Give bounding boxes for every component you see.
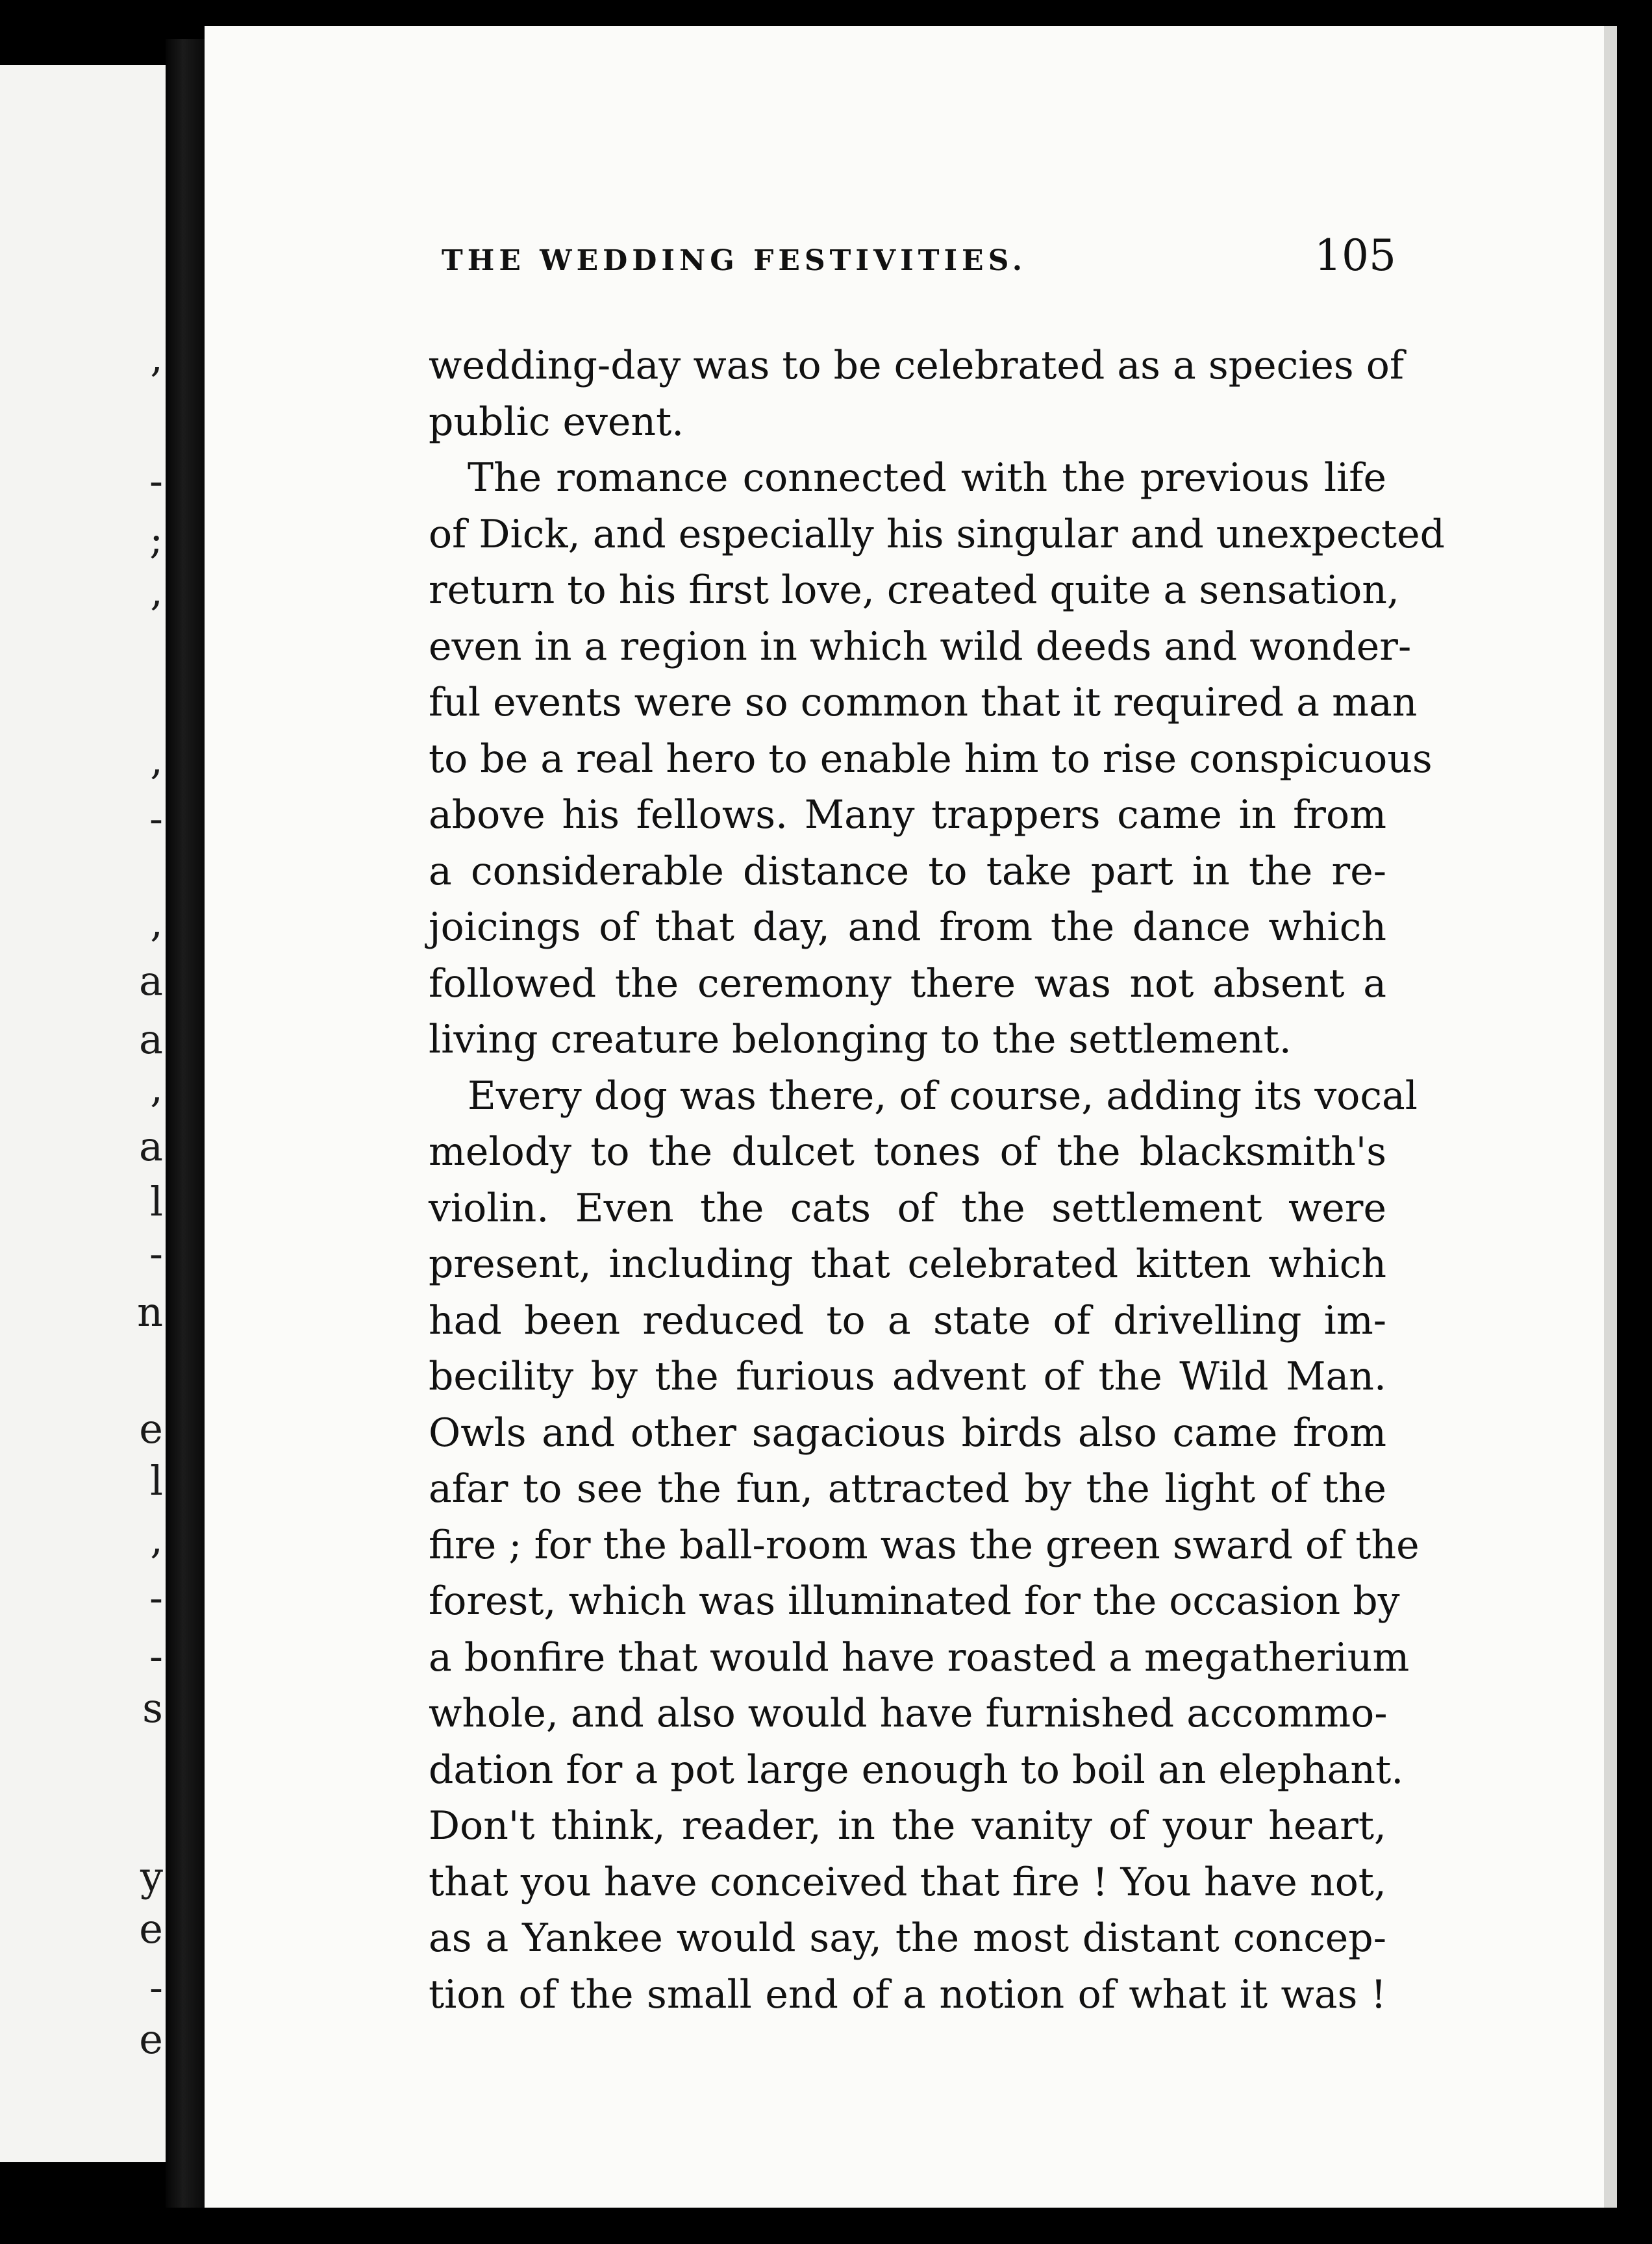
running-title: THE WEDDING FESTIVITIES.: [442, 244, 1027, 277]
text-line: melody to the dulcet tones of the blacksmith's: [429, 1129, 1386, 1175]
edge-char: ,: [150, 899, 163, 946]
page-number: 105: [1314, 231, 1396, 280]
edge-char: l: [150, 1457, 163, 1504]
text-line: had been reduced to a state of drivelling im-: [429, 1297, 1386, 1343]
text-line: to be a real hero to enable him to rise conspicuous: [429, 736, 1433, 782]
edge-char: l: [150, 1178, 163, 1225]
edge-char: ;: [149, 516, 163, 563]
text-line: even in a region in which wild deeds and wonder-: [429, 623, 1412, 669]
text-line: above his fellows. Many trappers came in from: [429, 792, 1386, 838]
book-gutter: [166, 39, 205, 2208]
edge-char: -: [149, 1574, 163, 1621]
edge-char: ,: [150, 736, 163, 784]
text-line: living creature belonging to the settlement.: [429, 1017, 1292, 1062]
edge-char: ,: [150, 1515, 163, 1563]
previous-page-fragment: [0, 65, 166, 2162]
body-text: [429, 338, 1445, 2023]
edge-char: s: [142, 1684, 163, 1732]
text-line: Don't think, reader, in the vanity of your heart,: [429, 1803, 1386, 1849]
text-line: fire ; for the ball-room was the green sward of the: [429, 1522, 1420, 1568]
edge-char: a: [139, 1123, 163, 1170]
edge-char: ,: [150, 1064, 163, 1112]
text-line: violin. Even the cats of the settlement were: [429, 1185, 1386, 1231]
text-line: The romance connected with the previous life: [468, 455, 1386, 501]
text-line: forest, which was illuminated for the occasion by: [429, 1578, 1400, 1624]
text-line: wedding-day was to be celebrated as a species of: [429, 343, 1405, 388]
edge-char: a: [139, 1016, 163, 1063]
text-line: becility by the furious advent of the Wild Man.: [429, 1354, 1386, 1399]
text-line: ful events were so common that it required a man: [429, 680, 1418, 725]
text-line: of Dick, and especially his singular and unexpected: [429, 511, 1445, 557]
edge-char: y: [140, 1853, 163, 1901]
text-line: Every dog was there, of course, adding its vocal: [468, 1073, 1418, 1119]
edge-char: -: [149, 1230, 163, 1277]
edge-char: -: [149, 1964, 163, 2011]
text-line: Owls and other sagacious birds also came from: [429, 1410, 1386, 1456]
page-header: [442, 231, 1396, 302]
text-line: present, including that celebrated kitten which: [429, 1241, 1386, 1287]
text-line: dation for a pot large enough to boil an elephant.: [429, 1747, 1404, 1793]
edge-char: e: [139, 2015, 163, 2063]
text-line: joicings of that day, and from the dance which: [429, 904, 1386, 950]
edge-char: -: [149, 457, 163, 505]
edge-char: -: [149, 1632, 163, 1680]
edge-char: -: [149, 795, 163, 842]
edge-char: ,: [150, 334, 163, 381]
edge-char: e: [139, 1405, 163, 1452]
text-line: as a Yankee would say, the most distant concep-: [429, 1915, 1386, 1961]
text-line: that you have conceived that fire ! You have not,: [429, 1859, 1386, 1905]
text-line: return to his first love, created quite a sensation,: [429, 567, 1399, 613]
text-line: a bonfire that would have roasted a megatherium: [429, 1634, 1410, 1680]
text-line: public event.: [429, 399, 684, 445]
edge-char: n: [137, 1288, 163, 1336]
text-line: whole, and also would have furnished accommo-: [429, 1691, 1388, 1736]
edge-char: a: [139, 957, 163, 1004]
edge-char: ,: [150, 567, 163, 615]
text-line: a considerable distance to take part in the re-: [429, 848, 1386, 894]
edge-char: e: [139, 1905, 163, 1952]
text-line: tion of the small end of a notion of what it was !: [429, 1971, 1386, 2017]
text-line: followed the ceremony there was not absent a: [429, 960, 1386, 1006]
text-line: afar to see the fun, attracted by the light of the: [429, 1466, 1386, 1512]
